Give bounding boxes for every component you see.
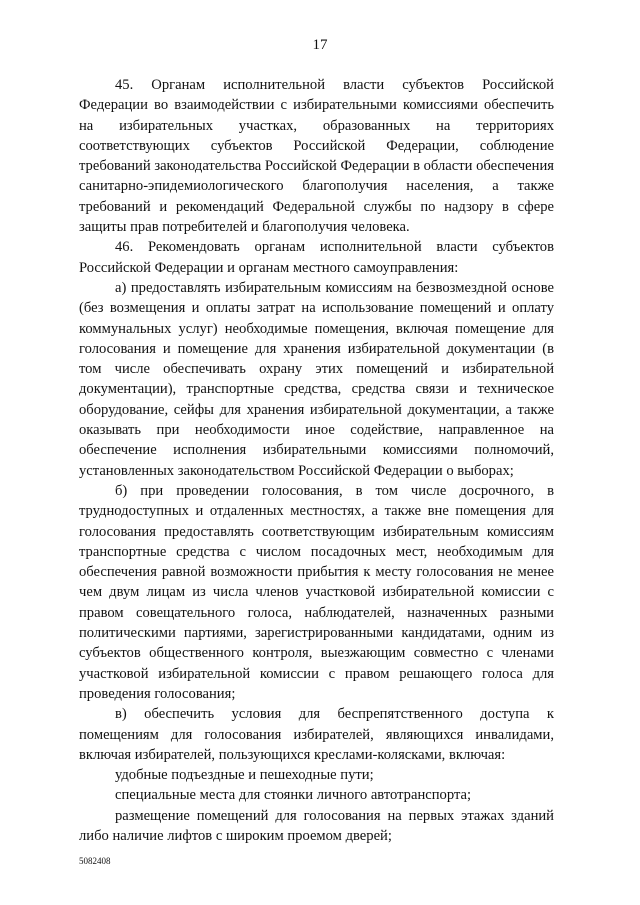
paragraph-46-b: б) при проведении голосования, в том числе досрочного, в труднодоступных и отдаленных местностях, а также вне помещения для голосования предоставлять соответствующим избирательным комиссиям транспортные средства с числом посадочных мест, необходимым для обеспечения равной возможности прибытия к месту голосования не менее чем двум лицам из числа членов участковой избирательной комиссии с правом совещательного голоса, наблюдателей, назначенных разными политическими партиями, зарегистрированными кандидатами, одним из субъектов общественного контроля, выезжающим совместно с членами участковой избирательной комиссии с правом решающего голоса для проведения голосования;: [79, 482, 554, 702]
document-code: 5082408: [79, 856, 111, 866]
list-item-floors: размещение помещений для голосования на первых этажах зданий либо наличие лифтов с широким проемом дверей;: [79, 807, 554, 844]
page-number: 17: [312, 37, 328, 53]
list-item-paths: удобные подъездные и пешеходные пути;: [115, 767, 374, 784]
paragraph-46-v: в) обеспечить условия для беспрепятственного доступа к помещениям для голосования избирателей, являющихся инвалидами, включая избирателей, пользующихся креслами-колясками, включая:: [79, 706, 554, 763]
document-body: [79, 75, 554, 846]
paragraph-46: 46. Рекомендовать органам исполнительной власти субъектов Российской Федерации и органам местного самоуправления:: [79, 239, 554, 276]
list-item-parking: специальные места для стоянки личного автотранспорта;: [115, 787, 472, 804]
paragraph-45: 45. Органам исполнительной власти субъектов Российской Федерации во взаимодействии с избирательными комиссиями обеспечить на избирательных участках, образованных на территориях соответствующих субъектов Российской Федерации, соблюдение требований законодательства Российской Федерации в области обеспечения санитарно-эпидемиологического благополучия населения, а также требований и рекомендаций Федеральной службы по надзору в сфере защиты прав потребителей и благополучия человека.: [79, 77, 554, 236]
paragraph-46-a: а) предоставлять избирательным комиссиям на безвозмездной основе (без возмещения и оплаты затрат на использование помещений и оплату коммунальных услуг) необходимые помещения, включая помещение для голосования и помещение для хранения избирательной документации (в том числе обеспечивать охрану этих помещений и избирательной документации), транспортные средства, средства связи и техническое оборудование, сейфы для хранения избирательной документации, а также оказывать при необходимости иное содействие, направленное на обеспечение исполнения избирательными комиссиями полномочий, установленных законодательством Российской Федерации о выборах;: [79, 279, 554, 479]
